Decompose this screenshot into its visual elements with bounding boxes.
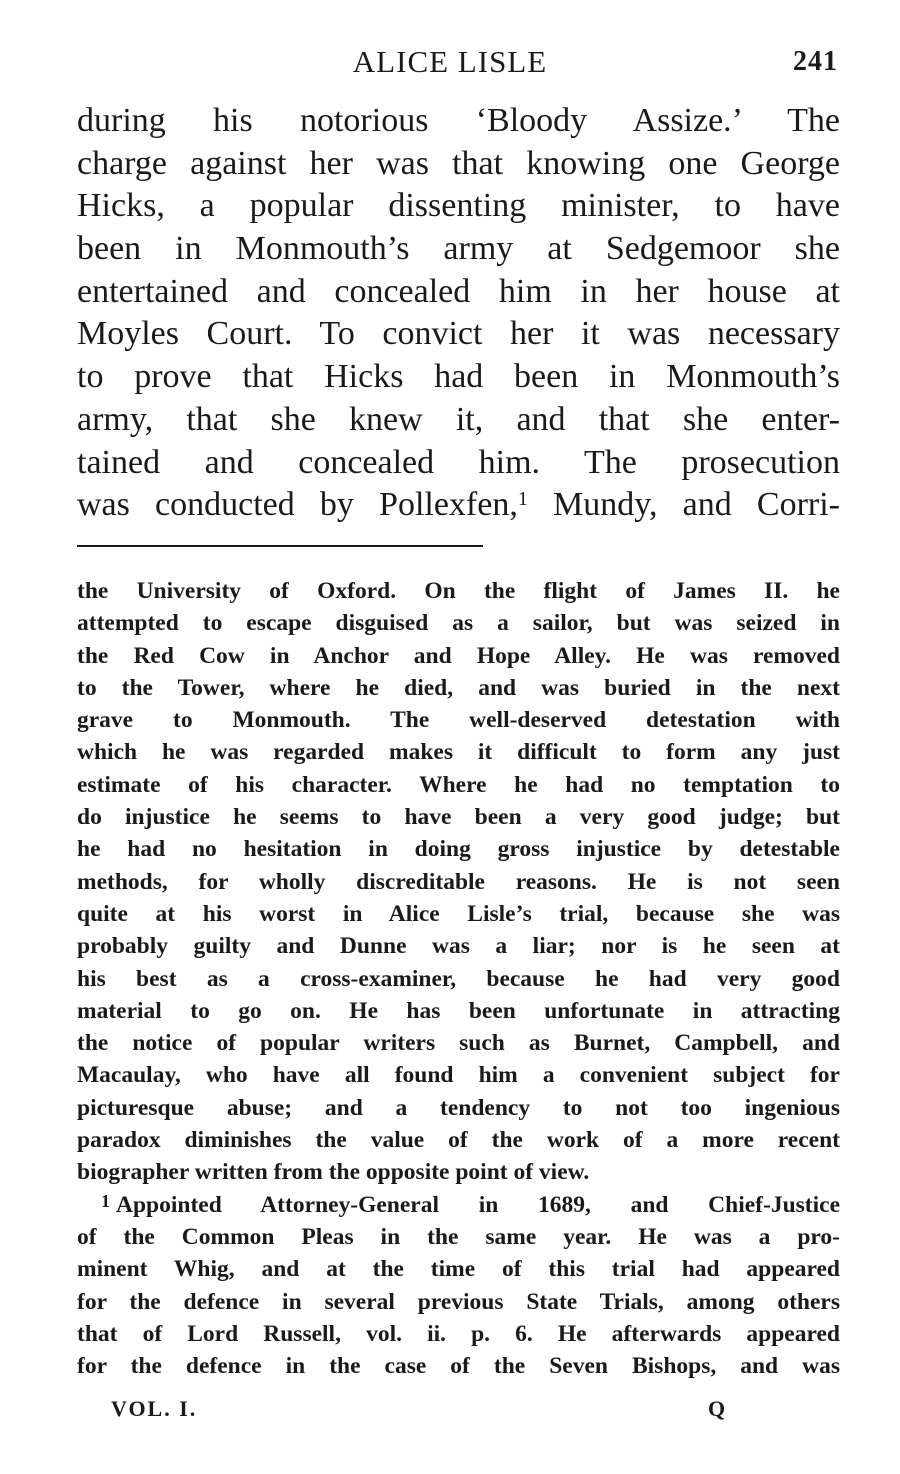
text-line: charge against her was that knowing one George bbox=[77, 144, 840, 182]
footnote-line: his best as a cross-examiner, because he had very good bbox=[77, 965, 840, 992]
text-line: during his notorious ‘Bloody Assize.’ The bbox=[77, 102, 840, 139]
footnote-1-first-line bbox=[77, 1189, 840, 1221]
footnote-line: Macaulay, who have all found him a convenient subject for bbox=[77, 1062, 840, 1089]
footnote-line: do injustice he seems to have been a very good judge; but bbox=[77, 804, 840, 831]
footnote-line: estimate of his character. Where he had no temptation to bbox=[77, 771, 840, 798]
footnote-marker: 1 bbox=[517, 488, 528, 511]
footnote-line: of the Common Pleas in the same year. He was a pro- bbox=[77, 1223, 840, 1250]
footnote-line: material to go on. He has been unfortunate in attracting bbox=[77, 997, 840, 1024]
gathering-mark: Q bbox=[708, 1396, 726, 1421]
text-line: army, that she knew it, and that she enter- bbox=[77, 400, 840, 438]
signature-line bbox=[0, 1396, 900, 1428]
footnote-text: Appointed Attorney-General in 1689, and Chief-Justice bbox=[116, 1191, 840, 1218]
page-number: 241 bbox=[793, 46, 838, 77]
footnote-line: to the Tower, where he died, and was buried in the next bbox=[77, 674, 840, 701]
text-line: Moyles Court. To convict her it was necessary bbox=[77, 315, 840, 353]
footnote-divider bbox=[77, 545, 483, 547]
main-text bbox=[77, 100, 840, 527]
footnotes bbox=[77, 575, 840, 1382]
footnote-number: 1 bbox=[101, 1190, 110, 1211]
footnote-line: quite at his worst in Alice Lisle’s trial, because she was bbox=[77, 900, 840, 927]
running-head bbox=[0, 44, 900, 84]
text-line: entertained and concealed him in her house at bbox=[77, 272, 840, 310]
running-title: ALICE LISLE bbox=[352, 44, 548, 79]
footnote-line: for the defence in several previous State Trials, among others bbox=[77, 1288, 840, 1315]
footnote-line: the notice of popular writers such as Burnet, Campbell, and bbox=[77, 1030, 840, 1057]
text-segment: Mundy, and Corri- bbox=[527, 486, 840, 524]
footnote-line: minent Whig, and at the time of this trial had appeared bbox=[77, 1256, 840, 1283]
footnote-line: which he was regarded makes it difficult to form any just bbox=[77, 739, 840, 766]
text-line: been in Monmouth’s army at Sedgemoor she bbox=[77, 230, 840, 268]
text-line-with-footnote bbox=[77, 484, 840, 527]
footnote-line: probably guilty and Dunne was a liar; nor is he seen at bbox=[77, 933, 840, 960]
footnote-line: he had no hesitation in doing gross injustice by detestable bbox=[77, 836, 840, 863]
footnote-line: attempted to escape disguised as a sailor, but was seized in bbox=[77, 610, 840, 637]
footnote-line: grave to Monmouth. The well-deserved detestation with bbox=[77, 707, 840, 734]
text-line: Hicks, a popular dissenting minister, to have bbox=[77, 187, 840, 225]
footnote-line: methods, for wholly discreditable reasons. He is not seen bbox=[77, 868, 840, 895]
footnote-line: picturesque abuse; and a tendency to not too ingenious bbox=[77, 1094, 840, 1121]
footnote-line: for the defence in the case of the Seven Bishops, and was bbox=[77, 1353, 840, 1380]
footnote-line: the University of Oxford. On the flight of James II. he bbox=[77, 578, 840, 604]
text-segment: was conducted by Pollexfen, bbox=[77, 486, 518, 524]
volume-signature: VOL. I. bbox=[111, 1396, 198, 1421]
footnote-line: the Red Cow in Anchor and Hope Alley. He was removed bbox=[77, 642, 840, 669]
footnote-line: paradox diminishes the value of the work of a more recent bbox=[77, 1127, 840, 1154]
footnote-line: that of Lord Russell, vol. ii. p. 6. He afterwards appeared bbox=[77, 1320, 840, 1347]
text-line: to prove that Hicks had been in Monmouth’s bbox=[77, 358, 840, 396]
footnote-line: biographer written from the opposite point of view. bbox=[77, 1159, 590, 1186]
text-line: tained and concealed him. The prosecution bbox=[77, 443, 840, 481]
